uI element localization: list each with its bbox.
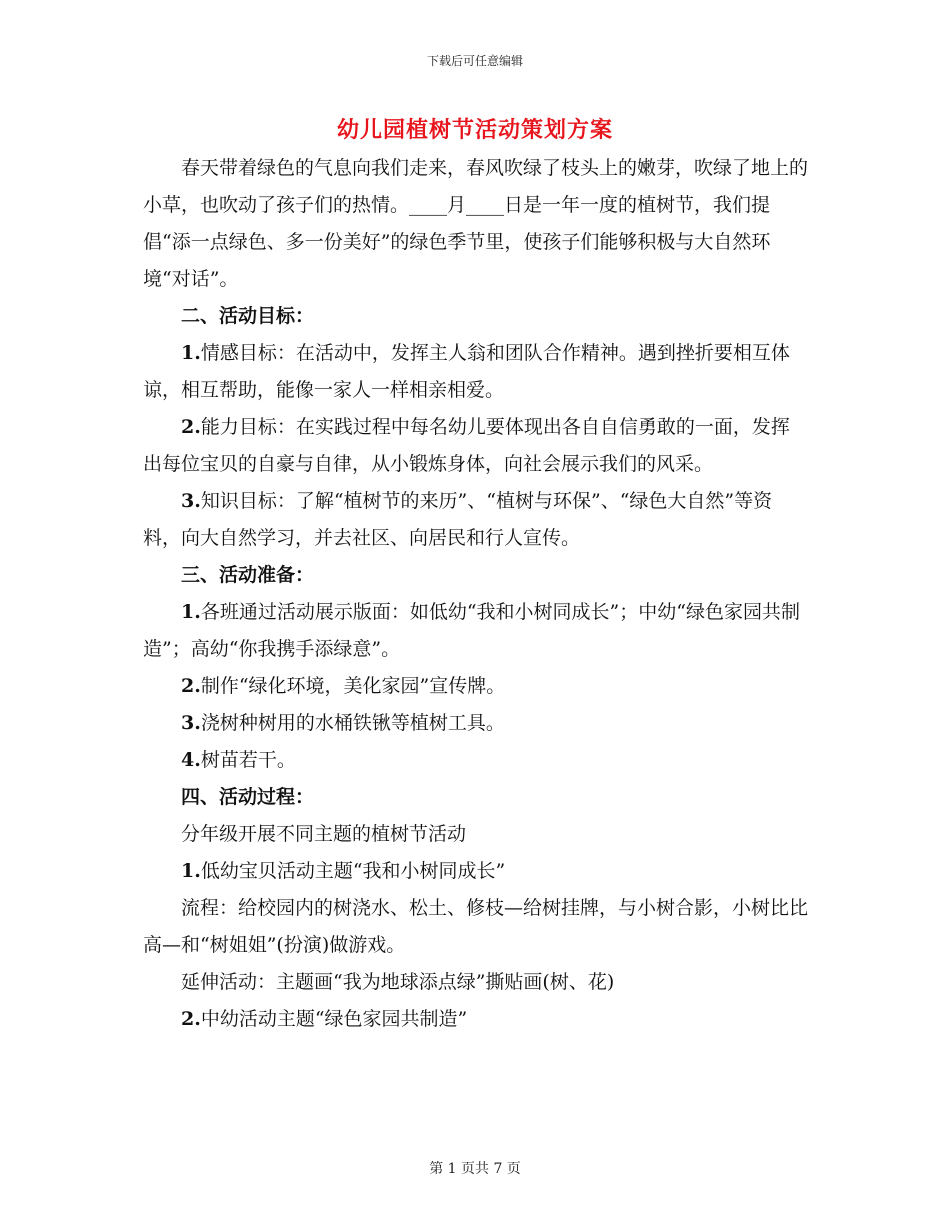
goal-item: 3.知识目标：了解“植树节的来历”、“植树与环保”、“绿色大自然”等资料，向大自然学习，并去社区、向居民和行人宣传。 bbox=[143, 490, 773, 549]
section-heading-process: 四、活动过程： bbox=[181, 786, 315, 808]
goal-item: 1.情感目标：在活动中，发挥主人翁和团队合作精神。遇到挫折要相互体谅，相互帮助，能像一家人一样相亲相爱。 bbox=[143, 342, 790, 401]
preparation-item: 1.各班通过活动展示版面：如低幼“我和小树同成长”；中幼“绿色家园共制造”；高幼“你我携手添绿意”。 bbox=[143, 601, 800, 660]
process-item: 2.中幼活动主题“绿色家园共制造” bbox=[181, 1008, 468, 1030]
process-extension: 延伸活动：主题画“我为地球添点绿”撕贴画(树、花) bbox=[181, 971, 615, 993]
section-heading-goals: 二、活动目标： bbox=[181, 305, 315, 327]
goal-item: 2.能力目标：在实践过程中每名幼儿要体现出各自自信勇敢的一面，发挥出每位宝贝的自豪与自律，从小锻炼身体，向社会展示我们的风采。 bbox=[143, 416, 790, 475]
preparation-item: 4.树苗若干。 bbox=[181, 749, 296, 771]
preparation-item: 3.浇树种树用的水桶铁锹等植树工具。 bbox=[181, 712, 505, 734]
page-header-note: 下载后可任意编辑 bbox=[426, 54, 523, 68]
document-title: 幼儿园植树节活动策划方案 bbox=[336, 117, 613, 143]
page-footer: 第 1 页共 7 页 bbox=[429, 1161, 521, 1177]
process-intro-line: 分年级开展不同主题的植树节活动 bbox=[181, 823, 467, 845]
section-heading-preparation: 三、活动准备： bbox=[181, 564, 315, 586]
intro-paragraph: 春天带着绿色的气息向我们走来，春风吹绿了枝头上的嫩芽，吹绿了地上的小草，也吹动了孩子们的热情。____月____日是一年一度的植树节，我们提倡“添一点绿色、多一份美好”的绿色季节里，使孩子们能够积极与大自然环境“对话”。 bbox=[143, 157, 809, 290]
process-flow: 流程：给校园内的树浇水、松土、修枝—给树挂牌，与小树合影，小树比比高—和“树姐姐”(扮演)做游戏。 bbox=[143, 897, 809, 956]
document-body bbox=[143, 150, 808, 1038]
preparation-item: 2.制作“绿化环境，美化家园”宣传牌。 bbox=[181, 675, 506, 697]
process-item: 1.低幼宝贝活动主题“我和小树同成长” bbox=[181, 860, 506, 882]
